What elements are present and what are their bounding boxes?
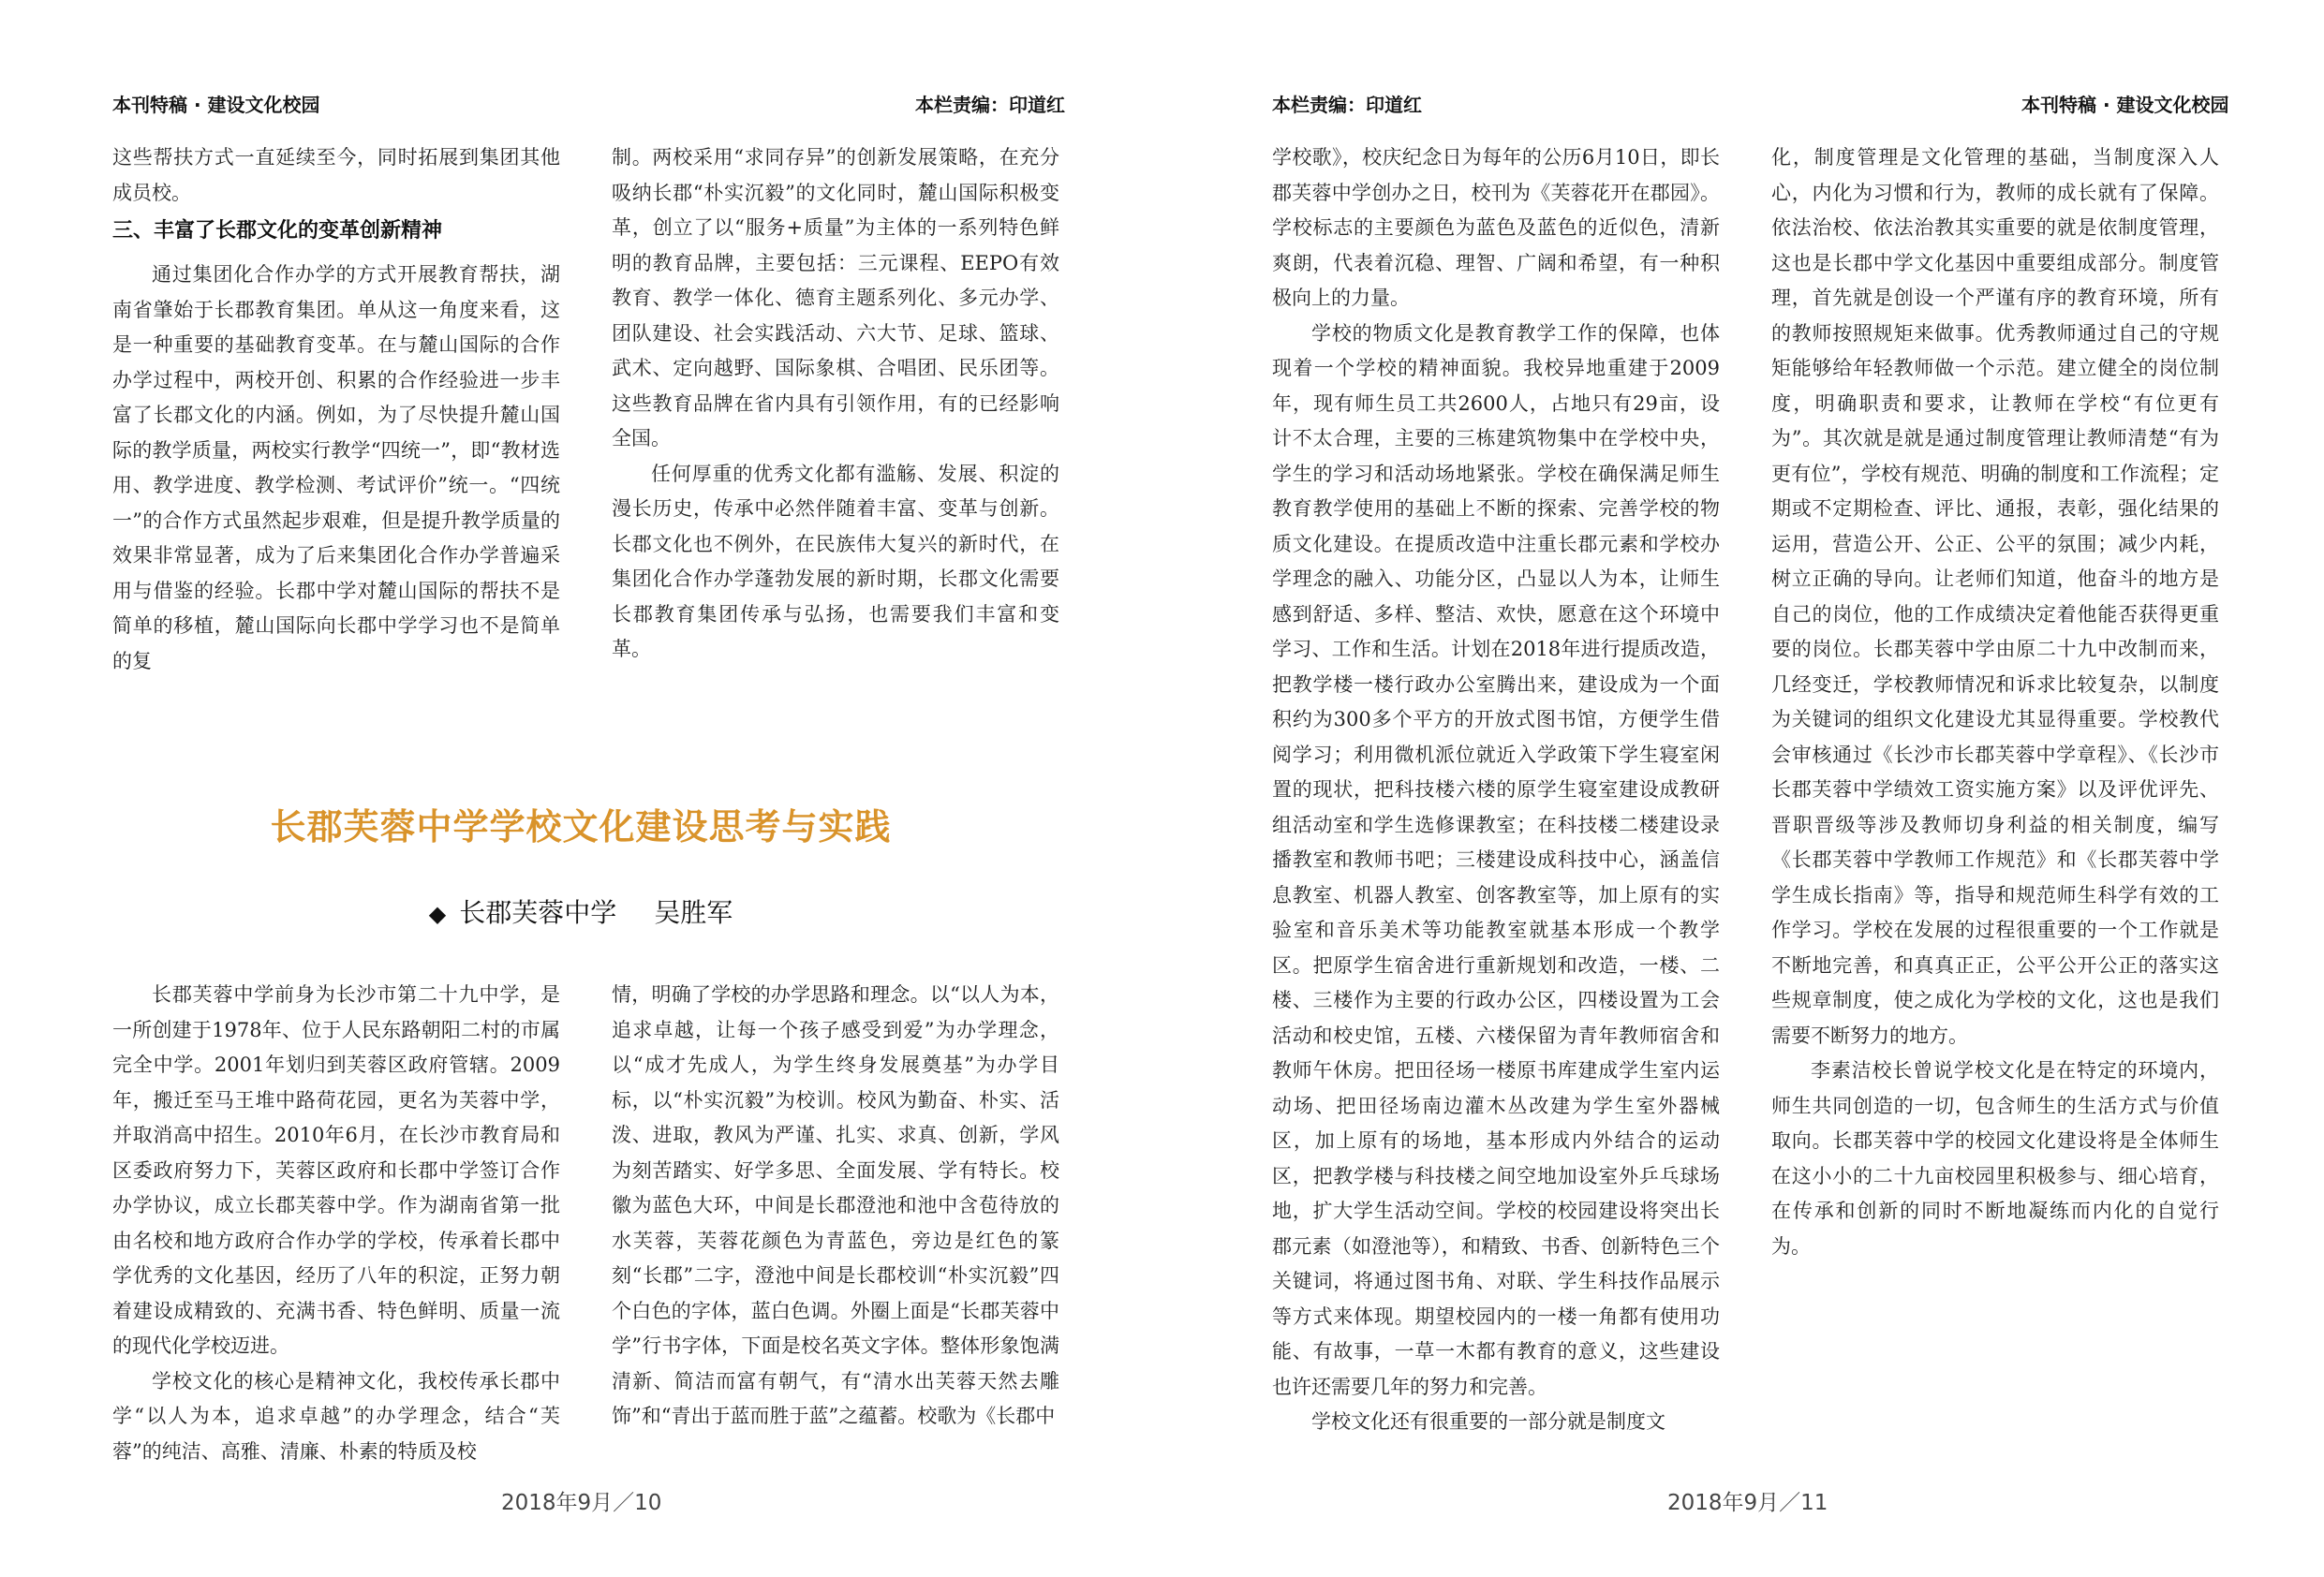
byline [0, 892, 1162, 930]
paragraph: 学校歌》，校庆纪念日为每年的公历6月10日，即长郡芙蓉中学创办之日，校刊为《芙蓉花开在郡园》。学校标志的主要颜色为蓝色及蓝色的近似色，清新爽朗，代表着沉稳、理智、广阔和希望，有一种积极向上的力量。 [1272, 146, 1720, 309]
paragraph: 长郡芙蓉中学前身为长沙市第二十九中学，是一所创建于1978年、位于人民东路朝阳二村的市属完全中学。2001年划归到芙蓉区政府管辖。2009年，搬迁至马王堆中路荷花园，更名为芙蓉中学，并取消高中招生。2010年6月，在长沙市教育局和区委政府努力下，芙蓉区政府和长郡中学签订合作办学协议，成立长郡芙蓉中学。作为湖南省第一批由名校和地方政府合作办学的学校，传承着长郡中学优秀的文化基因，经历了八年的积淀，正努力朝着建设成精致的、充满书香、特色鲜明、质量一流的现代化学校迈进。 [112, 983, 560, 1357]
paragraph: 李素洁校长曾说学校文化是在特定的环境内，师生共同创造的一切，包含师生的生活方式与价值取向。长郡芙蓉中学的校园文化建设将是全体师生在这小小的二十九亩校园里积极参与、细心培育，在传承和创新的同时不断地凝练而内化的自觉行为。 [1771, 1059, 2219, 1258]
paragraph: 化，制度管理是文化管理的基础，当制度深入人心，内化为习惯和行为，教师的成长就有了保障。依法治校、依法治教其实重要的就是依制度管理，这也是长郡中学文化基因中重要组成部分。制度管理，首先就是创设一个严谨有序的教育环境，所有的教师按照规矩来做事。优秀教师通过自己的守规矩能够给年轻教师做一个示范。建立健全的岗位制度，明确职责和要求，让教师在学校“有位更有为”。其次就是就是通过制度管理让教师清楚“有为更有位”，学校有规范、明确的制度和工作流程；定期或不定期检查、评比、通报，表彰，强化结果的运用，营造公开、公正、公平的氛围；减少内耗，树立正确的导向。让老师们知道，他奋斗的地方是自己的岗位，他的工作成绩决定着他能否获得更重要的岗位。长郡芙蓉中学由原二十九中改制而来，几经变迁，学校教师情况和诉求比较复杂，以制度为关键词的组织文化建设尤其显得重要。学校教代会审核通过《长沙市长郡芙蓉中学章程》、《长沙市长郡芙蓉中学绩效工资实施方案》以及评优评先、晋职晋级等涉及教师切身利益的相关制度，编写《长郡芙蓉中学教师工作规范》和《长郡芙蓉中学学生成长指南》等，指导和规范师生科学有效的工作学习。学校在发展的过程很重要的一个工作就是不断地完善，和真真正正，公平公开公正的落实这些规章制度，使之成化为学校的文化，这也是我们需要不断努力的地方。 [1771, 146, 2219, 1047]
left-footer-page-number: 2018年9月／10 [501, 1491, 662, 1515]
paragraph: 学校的物质文化是教育教学工作的保障，也体现着一个学校的精神面貌。我校异地重建于2009年，现有师生员工共2600人，占地只有29亩，设计不太合理，主要的三栋建筑物集中在学校中央，学生的学习和活动场地紧张。学校在确保满足师生教育教学使用的基础上不断的探索、完善学校的物质文化建设。在提质改造中注重长郡元素和学校办学理念的融入、功能分区，凸显以人为本，让师生感到舒适、多样、整洁、欢快，愿意在这个环境中学习、工作和生活。计划在2018年进行提质改造，把教学楼一楼行政办公室腾出来，建设成为一个面积约为300多个平方的开放式图书馆，方便学生借阅学习；利用微机派位就近入学政策下学生寝室闲置的现状，把科技楼六楼的原学生寝室建设成教研组活动室和学生选修课教室；在科技楼二楼建设录播教室和教师书吧；三楼建设成科技中心，涵盖信息教室、机器人教室、创客教室等，加上原有的实验室和音乐美术等功能教室就基本形成一个教学区。把原学生宿舍进行重新规划和改造，一楼、二楼、三楼作为主要的行政办公区，四楼设置为工会活动和校史馆，五楼、六楼保留为青年教师宿舍和教师午休房。把田径场一楼原书库建成学生室内运动场、把田径场南边灌木丛改建为学生室外器械区，加上原有的场地，基本形成内外结合的运动区，把教学楼与科技楼之间空地加设室外乒乓球场地，扩大学生活动空间。学校的校园建设将突出长郡元素（如澄池等），和精致、书香、创新特色三个关键词，将通过图书角、对联、学生科技作品展示等方式来体现。期望校园内的一楼一角都有使用功能、有故事，一草一木都有教育的意义，这些建设也许还需要几年的努力和完善。 [1272, 321, 1720, 1398]
left-col2-bottom [612, 978, 1059, 1435]
right-header-section: 本刊特稿 · 建设文化校园 [2021, 94, 2229, 116]
left-col1-top [112, 140, 560, 679]
section-heading: 三、丰富了长郡文化的变革创新精神 [112, 219, 443, 243]
left-col2-top [612, 140, 1059, 668]
paragraph: 制。两校采用“求同存异”的创新发展策略，在充分吸纳长郡“朴实沉毅”的文化同时，麓山国际积极变革，创立了以“服务+质量”为主体的一系列特色鲜明的教育品牌，主要包括：三元课程、EEPO有效教育、教学一体化、德育主题系列化、多元办学、团队建设、社会实践活动、六大节、足球、篮球、武术、定向越野、国际象棋、合唱团、民乐团等。这些教育品牌在省内具有引领作用，有的已经影响全国。 [612, 146, 1059, 450]
paragraph: 学校文化还有很重要的一部分就是制度文 [1311, 1410, 1665, 1433]
byline-school: 长郡芙蓉中学 [459, 897, 617, 928]
paragraph: 这些帮扶方式一直延续至今，同时拓展到集团其他成员校。 [112, 146, 560, 204]
left-header-section: 本刊特稿 · 建设文化校园 [112, 94, 320, 116]
paragraph: 通过集团化合作办学的方式开展教育帮扶，湖南省肇始于长郡教育集团。单从这一角度来看，这是一种重要的基础教育变革。在与麓山国际的合作办学过程中，两校开创、积累的合作经验进一步丰富了长郡文化的内涵。例如，为了尽快提升麓山国际的教学质量，两校实行教学“四统一”，即“教材选用、教学进度、教学检测、考试评价”统一。“四统一”的合作方式虽然起步艰难，但是提升教学质量的效果非常显著，成为了后来集团化合作办学普遍采用与借鉴的经验。长郡中学对麓山国际的帮扶不是简单的移植，麓山国际向长郡中学学习也不是简单的复 [112, 263, 560, 672]
right-footer-page-number: 2018年9月／11 [1667, 1491, 1828, 1515]
left-col1-bottom [112, 978, 560, 1469]
left-header-editor: 本栏责编：印道红 [915, 94, 1065, 116]
byline-author: 吴胜军 [654, 897, 733, 928]
paragraph: 任何厚重的优秀文化都有滥觞、发展、积淀的漫长历史，传承中必然伴随着丰富、变革与创新。长郡文化也不例外，在民族伟大复兴的新时代，在集团化合作办学蓬勃发展的新时期，长郡文化需要长郡教育集团传承与弘扬，也需要我们丰富和变革。 [612, 462, 1059, 660]
right-col2 [1771, 140, 2219, 1264]
paragraph: 学校文化的核心是精神文化，我校传承长郡中学“以人为本，追求卓越”的办学理念，结合“芙蓉”的纯洁、高雅、清廉、朴素的特质及校 [112, 1369, 560, 1463]
article-title: 长郡芙蓉中学学校文化建设思考与实践 [270, 805, 892, 847]
right-header-editor: 本栏责编：印道红 [1272, 94, 1422, 116]
paragraph: 情，明确了学校的办学思路和理念。以“以人为本，追求卓越，让每一个孩子感受到爱”为办学理念，以“成才先成人，为学生终身发展奠基”为办学目标，以“朴实沉毅”为校训。校风为勤奋、朴实、活泼、进取，教风为严谨、扎实、求真、创新，学风为刻苦踏实、好学多思、全面发展、学有特长。校徽为蓝色大环，中间是长郡澄池和池中含苞待放的水芙蓉，芙蓉花颜色为青蓝色，旁边是红色的篆刻“长郡”二字，澄池中间是长郡校训“朴实沉毅”四个白色的字体，蓝白色调。外圈上面是“长郡芙蓉中学”行书字体，下面是校名英文字体。整体形象饱满清新、简洁而富有朝气，有“清水出芙蓉天然去雕饰”和“青出于蓝而胜于蓝”之蕴蓄。校歌为《长郡中 [612, 983, 1059, 1427]
diamond-bullet-icon: ◆ [428, 901, 447, 927]
right-col1 [1272, 140, 1720, 1440]
right-page [1162, 0, 2323, 1577]
